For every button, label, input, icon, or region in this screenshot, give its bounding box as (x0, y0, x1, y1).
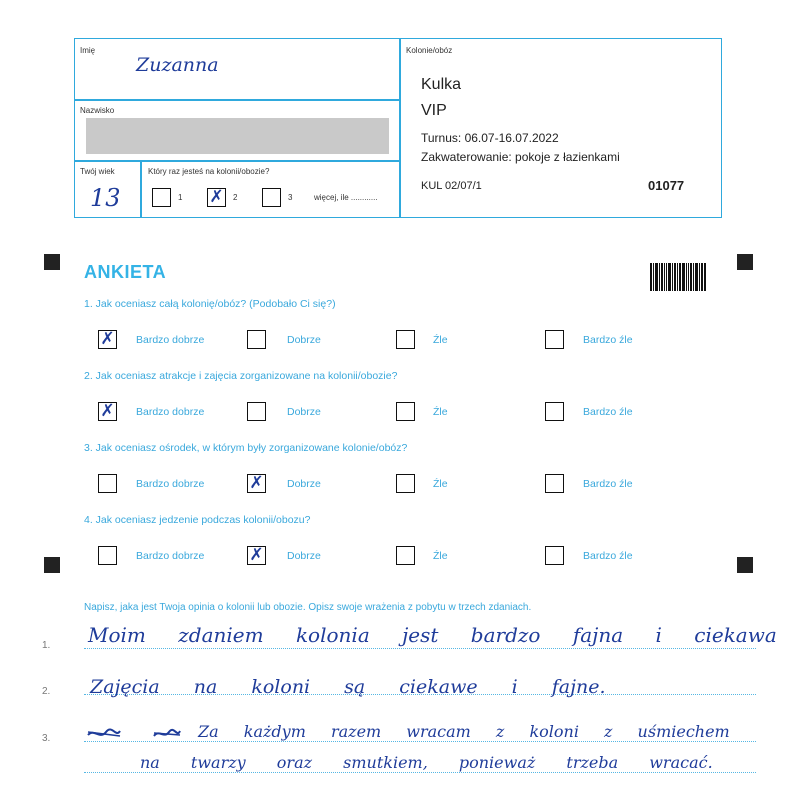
q4-option-label-4: Bardzo źle (583, 550, 633, 562)
form-divider-surname (74, 160, 400, 162)
surname-label: Nazwisko (80, 106, 115, 115)
question-3: 3. Jak oceniasz ośrodek, w którym były zorganizowane kolonie/obóz? (84, 442, 408, 454)
check-mark-icon: ✗ (249, 473, 264, 493)
question-2: 2. Jak oceniasz atrakcje i zajęcia zorganizowane na kolonii/obozie? (84, 370, 398, 382)
q2-option-label-1: Bardzo dobrze (136, 406, 205, 418)
alignment-marker-top-left (44, 254, 60, 270)
q2-option-label-4: Bardzo źle (583, 406, 633, 418)
q3-checkbox-4[interactable] (545, 474, 564, 493)
answer-line-3a: Za każdym razem wracam z koloni z uśmiechem (198, 722, 730, 741)
form-divider-name (74, 99, 400, 101)
q4-checkbox-1[interactable] (98, 546, 117, 565)
q1-checkbox-2[interactable] (247, 330, 266, 349)
question-1: 1. Jak oceniasz całą kolonię/obóz? (Podobało Ci się?) (84, 298, 336, 310)
q2-checkbox-1[interactable] (98, 402, 117, 421)
writing-line-4[interactable] (84, 772, 756, 773)
scribbled-word-1 (86, 726, 122, 742)
writing-line-1[interactable] (84, 648, 756, 649)
q3-option-label-4: Bardzo źle (583, 478, 633, 490)
q2-option-label-2: Dobrze (287, 406, 321, 418)
q2-option-label-3: Źle (433, 406, 448, 418)
check-mark-icon: ✗ (100, 329, 115, 349)
writing-line-3[interactable] (84, 741, 756, 742)
line-number-2: 2. (42, 686, 51, 697)
q4-checkbox-2[interactable] (247, 546, 266, 565)
redacted-surname (86, 118, 389, 154)
q1-option-label-2: Dobrze (287, 334, 321, 346)
alignment-marker-bottom-right (737, 557, 753, 573)
q1-checkbox-3[interactable] (396, 330, 415, 349)
q2-checkbox-4[interactable] (545, 402, 564, 421)
check-mark-icon: ✗ (249, 545, 264, 565)
survey-title: ANKIETA (84, 262, 167, 282)
times-more: więcej, ile ............ (314, 193, 378, 202)
line-number-1: 1. (42, 640, 51, 651)
line-number-3: 3. (42, 733, 51, 744)
alignment-marker-top-right (737, 254, 753, 270)
check-mark-icon: ✗ (209, 187, 224, 207)
answer-line-1: Moim zdaniem kolonia jest bardzo fajna i ciekawa (88, 623, 777, 647)
question-4: 4. Jak oceniasz jedzenie podczas kolonii/obozu? (84, 514, 311, 526)
q4-option-label-1: Bardzo dobrze (136, 550, 205, 562)
answer-line-2: Zajęcia na koloni są ciekawe i fajne. (90, 676, 606, 698)
camp-label: Kolonie/obóz (406, 46, 453, 55)
age-label: Twój wiek (80, 167, 115, 176)
q4-checkbox-4[interactable] (545, 546, 564, 565)
q4-option-label-2: Dobrze (287, 550, 321, 562)
form-divider-vertical (399, 38, 401, 218)
check-mark-icon: ✗ (100, 401, 115, 421)
q1-option-label-3: Źle (433, 334, 448, 346)
times-checkbox-3[interactable] (262, 188, 281, 207)
times-checkbox-2[interactable] (207, 188, 226, 207)
q3-checkbox-1[interactable] (98, 474, 117, 493)
camp-type: VIP (421, 102, 447, 119)
q1-checkbox-4[interactable] (545, 330, 564, 349)
q4-option-label-3: Źle (433, 550, 448, 562)
q3-option-label-2: Dobrze (287, 478, 321, 490)
scribbled-word-2 (152, 726, 182, 742)
q3-checkbox-3[interactable] (396, 474, 415, 493)
times-option-2: 2 (233, 193, 238, 202)
q1-option-label-4: Bardzo źle (583, 334, 633, 346)
form-divider-age (140, 160, 142, 218)
turnus: Turnus: 06.07-16.07.2022 (421, 131, 559, 145)
times-label: Który raz jesteś na kolonii/obozie? (148, 167, 270, 176)
q2-checkbox-2[interactable] (247, 402, 266, 421)
q4-checkbox-3[interactable] (396, 546, 415, 565)
accommodation: Zakwaterowanie: pokoje z łazienkami (421, 150, 620, 164)
barcode (650, 263, 707, 291)
alignment-marker-bottom-left (44, 557, 60, 573)
q1-option-label-1: Bardzo dobrze (136, 334, 205, 346)
q1-checkbox-1[interactable] (98, 330, 117, 349)
age-value: 13 (90, 184, 121, 212)
q3-option-label-1: Bardzo dobrze (136, 478, 205, 490)
q3-checkbox-2[interactable] (247, 474, 266, 493)
q2-checkbox-3[interactable] (396, 402, 415, 421)
opinion-prompt: Napisz, jaka jest Twoja opinia o kolonii lub obozie. Opisz swoje wrażenia z pobytu w trzech zdaniach. (84, 602, 532, 613)
times-option-3: 3 (288, 193, 293, 202)
name-value: Zuzanna (136, 54, 219, 76)
camp-code: KUL 02/07/1 (421, 180, 482, 192)
times-option-1: 1 (178, 193, 183, 202)
answer-line-3b: na twarzy oraz smutkiem, ponieważ trzeba wracać. (140, 753, 713, 772)
q3-option-label-3: Źle (433, 478, 448, 490)
camp-name: Kulka (421, 76, 462, 93)
form-number: 01077 (648, 178, 685, 193)
times-checkbox-1[interactable] (152, 188, 171, 207)
name-label: Imię (80, 46, 96, 55)
